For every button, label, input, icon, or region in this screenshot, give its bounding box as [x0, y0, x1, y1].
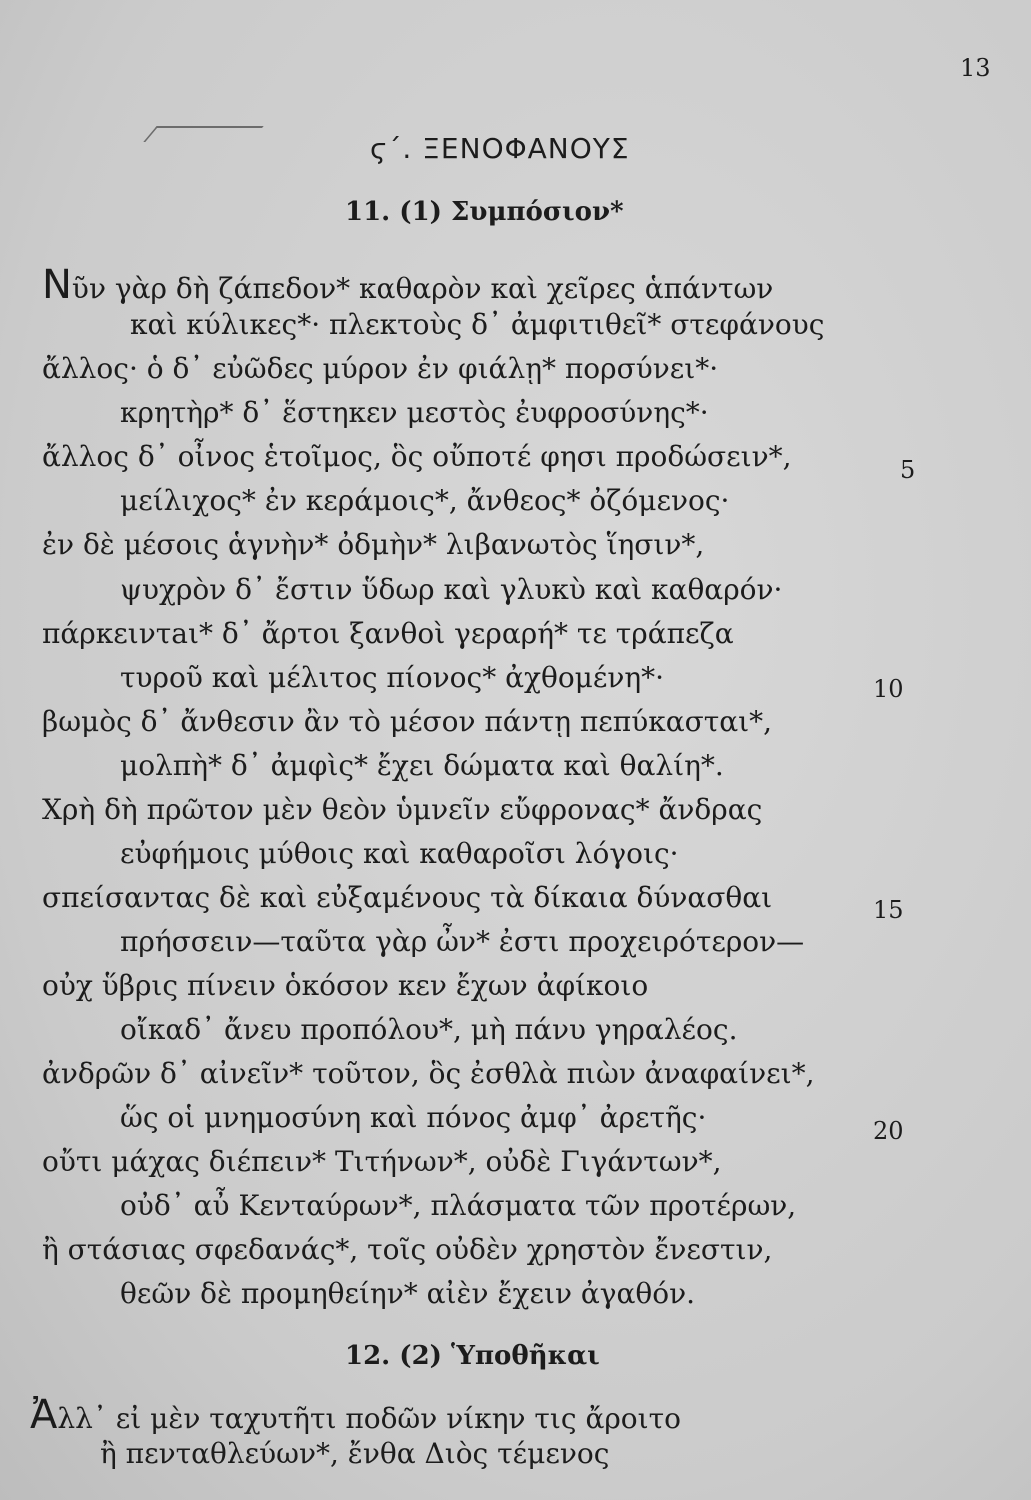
poem-line: ἐν δὲ μέσοις ἁγνὴν* ὀδμὴν* λιβανωτὸς ἵησιν*,: [42, 528, 705, 561]
poem-line: τυροῦ καὶ μέλιτος πίονος* ἀχθομένη*·: [120, 661, 665, 694]
drop-initial: Ἀ: [30, 1392, 58, 1438]
poem-line: μείλιχος* ἐν κεράμοις*, ἄνθεος* ὀζόμενος·: [120, 484, 730, 517]
poem-line: ὥς οἱ μνημοσύνη καὶ πόνος ἀμφ᾿ ἀρετῆς·: [120, 1101, 707, 1134]
poem-line: ψυχρὸν δ᾿ ἔστιν ὕδωρ καὶ γλυκὺ καὶ καθαρόν·: [120, 573, 783, 606]
poem-line: οὔτι μάχας διέπειν* Τιτήνων*, οὐδὲ Γιγάντων*,: [42, 1145, 722, 1178]
poem-line: πάρκειντaι* δ᾿ ἄρτοι ξανθοὶ γεραρή* τε τράπεζα: [42, 617, 734, 650]
poem-line: ἀνδρῶν δ᾿ αἰνεῖν* τοῦτον, ὃς ἐσθλὰ πιὼν ἀναφαίνει*,: [42, 1057, 815, 1090]
poem-line: πρήσσειν—ταῦτα γὰρ ὦν* ἐστι προχειρότερον—: [120, 925, 805, 958]
poem-line: εὐφήμοις μύθοις καὶ καθαροῖσι λόγοις·: [120, 837, 679, 870]
line-number: 15: [873, 896, 904, 924]
poem-line: καὶ κύλικες*· πλεκτοὺς δ᾿ ἀμφιτιθεῖ* στεφάνους: [130, 308, 825, 341]
poem-heading-hypothekai: 12. (2) Ὑποθῆκαι: [345, 1341, 600, 1371]
poem-line: βωμὸς δ᾿ ἄνθεσιν ἂν τὸ μέσον πάντῃ πεπύκασται*,: [42, 705, 773, 738]
poem-line: ἢ στάσιας σφεδανάς*, τοῖς οὐδὲν χρηστὸν ἔνεστιν,: [42, 1233, 773, 1266]
margin-pencil-mark: [143, 126, 263, 142]
poem-line: ἄλλος δ᾿ οἶνος ἑτοῖμος, ὃς οὔποτέ φησι προδώσειν*,: [42, 440, 792, 473]
line-number: 10: [873, 675, 904, 703]
poem-line: κρητὴρ* δ᾿ ἕστηκεν μεστὸς ἐυφροσύνης*·: [120, 396, 709, 429]
poem-line: Ἀλλ᾿ εἰ μὲν ταχυτῆτι ποδῶν νίκην τις ἄροιτο: [30, 1392, 681, 1438]
poem-line: οἴκαδ᾿ ἄνευ προπόλου*, μὴ πάνυ γηραλέος.: [120, 1013, 738, 1046]
poem-line: μολπὴ* δ᾿ ἀμφὶς* ἔχει δώματα καὶ θαλίη*.: [120, 749, 724, 782]
poem-line: ἢ πενταθλεύων*, ἔνθα Διὸς τέμενος: [100, 1437, 610, 1470]
poem-line: οὐχ ὕβρις πίνειν ὁκόσον κεν ἔχων ἀφίκοιο: [42, 969, 649, 1002]
poem-line: Χρὴ δὴ πρῶτον μὲν θεὸν ὑμνεῖν εὔφρονας* ἄνδρας: [42, 793, 763, 826]
line-number: 5: [900, 456, 916, 484]
poem-line: θεῶν δὲ προμηθείην* αἰὲν ἔχειν ἀγαθόν.: [120, 1277, 696, 1310]
section-title: ϛ΄. ΞΕΝΟΦΑΝΟΥΣ: [370, 132, 630, 165]
poem-line: Nῦν γὰρ δὴ ζάπεδον* καθαρὸν καὶ χεῖρες ἁπάντων: [42, 262, 774, 308]
line-number: 20: [873, 1117, 904, 1145]
poem-line: οὐδ᾿ αὖ Κενταύρων*, πλάσματα τῶν προτέρων,: [120, 1189, 797, 1222]
page-number: 13: [960, 54, 991, 82]
poem-line: ἄλλος· ὁ δ᾿ εὐῶδες μύρον ἐν φιάλῃ* πορσύνει*·: [42, 352, 719, 385]
poem-heading-symposion: 11. (1) Συμπόσιον*: [345, 197, 624, 227]
poem-line: σπείσαντας δὲ καὶ εὐξαμένους τὰ δίκαια δύνασθαι: [42, 881, 773, 914]
drop-initial: N: [42, 262, 72, 308]
